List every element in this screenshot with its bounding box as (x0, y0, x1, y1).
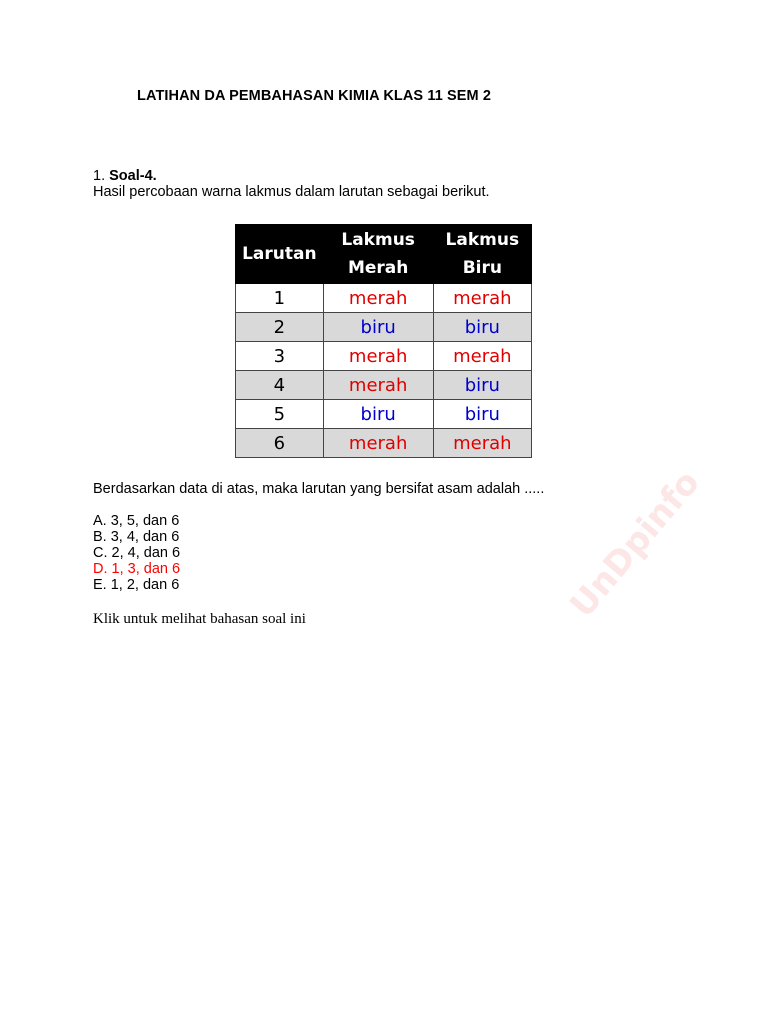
header-lakmus-merah (323, 225, 433, 284)
cell-larutan: 2 (236, 313, 324, 342)
question-stem: Berdasarkan data di atas, maka larutan yang bersifat asam adalah ..... (93, 481, 545, 497)
answer-option: D. 1, 3, dan 6 (93, 561, 181, 577)
header-lakmus-biru-text: Lakmus Biru (445, 230, 520, 278)
cell-lakmus-biru: biru (433, 313, 531, 342)
cell-lakmus-biru: biru (433, 371, 531, 400)
cell-larutan: 1 (236, 284, 324, 313)
table-row (236, 400, 532, 429)
explanation-link[interactable]: Klik untuk melihat bahasan soal ini (93, 611, 306, 627)
header-lakmus-merah-text: Lakmus Merah (341, 230, 415, 278)
header-larutan: Larutan (236, 225, 324, 284)
cell-lakmus-merah: biru (323, 313, 433, 342)
cell-lakmus-biru: merah (433, 342, 531, 371)
cell-lakmus-merah: merah (323, 371, 433, 400)
cell-lakmus-merah: merah (323, 284, 433, 313)
table-row (236, 284, 532, 313)
cell-lakmus-biru: biru (433, 400, 531, 429)
cell-lakmus-merah: merah (323, 429, 433, 458)
litmus-table (235, 224, 532, 458)
watermark: UnDpinfo (562, 462, 708, 626)
table-row (236, 429, 532, 458)
cell-lakmus-biru: merah (433, 429, 531, 458)
cell-lakmus-biru: merah (433, 284, 531, 313)
cell-larutan: 4 (236, 371, 324, 400)
page-title: LATIHAN DA PEMBAHASAN KIMIA KLAS 11 SEM 2 (137, 88, 492, 104)
question-label: Soal-4. (109, 168, 157, 184)
header-lakmus-biru (433, 225, 531, 284)
answer-option: C. 2, 4, dan 6 (93, 545, 181, 561)
answer-option: E. 1, 2, dan 6 (93, 577, 180, 593)
cell-larutan: 5 (236, 400, 324, 429)
cell-larutan: 6 (236, 429, 324, 458)
question-number: 1. (93, 168, 106, 184)
answer-option: B. 3, 4, dan 6 (93, 529, 180, 545)
table-header-row (236, 225, 532, 284)
cell-larutan: 3 (236, 342, 324, 371)
question-block (93, 168, 490, 200)
table-row (236, 342, 532, 371)
answer-options (93, 513, 180, 593)
table-row (236, 371, 532, 400)
cell-lakmus-merah: merah (323, 342, 433, 371)
table-row (236, 313, 532, 342)
question-prompt: Hasil percobaan warna lakmus dalam larutan sebagai berikut. (93, 184, 490, 200)
cell-lakmus-merah: biru (323, 400, 433, 429)
answer-option: A. 3, 5, dan 6 (93, 513, 180, 529)
